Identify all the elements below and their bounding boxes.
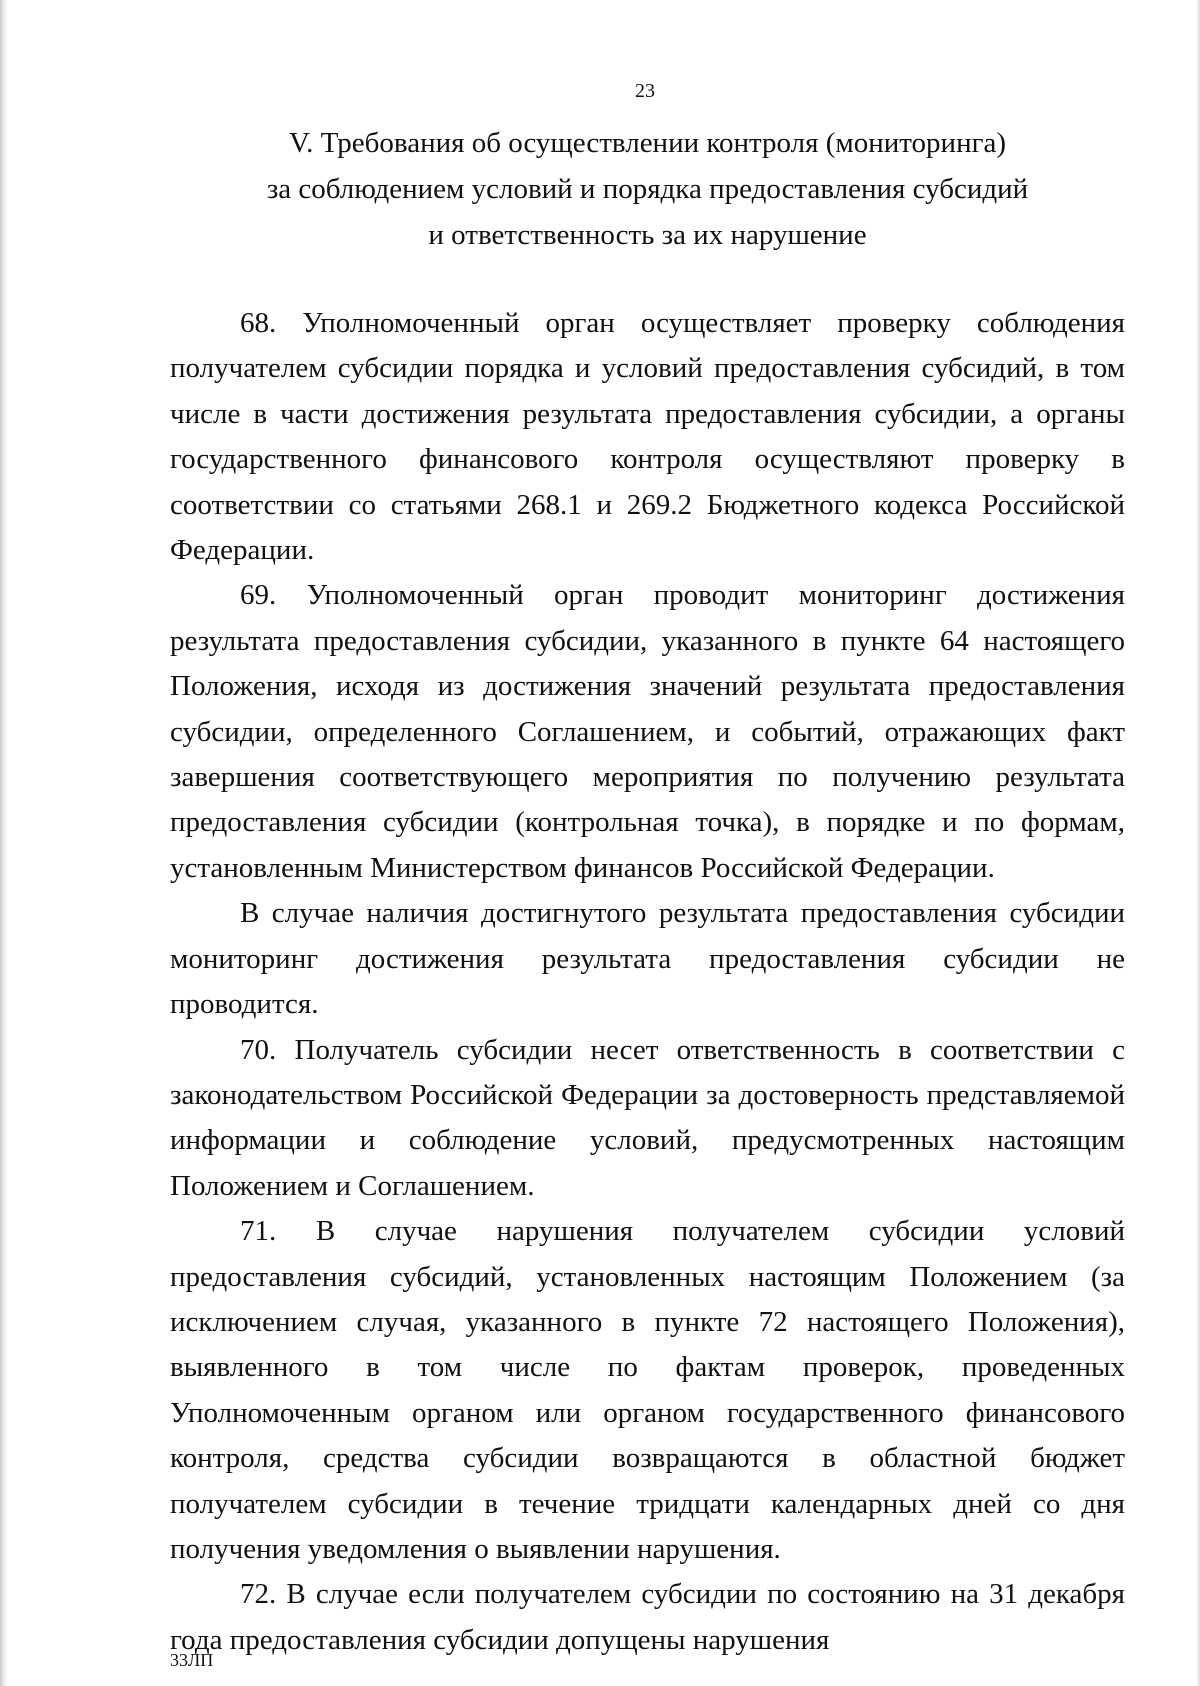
paragraph-68: 68. Уполномоченный орган осуществляет проверку соблюдения получателем субсидии порядка и условий предоставления субсидий, в том числе в части достижения результата предоставления субсидии, а органы государственного финансового контроля осуществляют проверку в соответствии со статьями 268.1 и 269.2 Бюджетного кодекса Российской Федерации.	[170, 307, 1125, 567]
scan-edge-left	[0, 0, 8, 1686]
paragraph-69-continuation: В случае наличия достигнутого результата предоставления субсидии мониторинг достижения результата предоставления субсидии не проводится.	[170, 897, 1125, 1021]
heading-line-3: и ответственность за их нарушение	[428, 219, 867, 251]
footer-document-code: 33ЛП	[170, 1650, 214, 1670]
scan-edge-right	[1196, 0, 1200, 1686]
document-body	[170, 301, 1125, 1663]
page-number: 23	[635, 80, 655, 102]
heading-line-2: за соблюдением условий и порядка предоставления субсидий	[266, 173, 1029, 205]
paragraph-72: 72. В случае если получателем субсидии по состоянию на 31 декабря года предоставления субсидии допущены нарушения	[170, 1578, 1125, 1656]
paragraph-71: 71. В случае нарушения получателем субсидии условий предоставления субсидий, установленных настоящим Положением (за исключением случая, указанного в пункте 72 настоящего Положения), выявленного в том числе по фактам проверок, проведенных Уполномоченным органом или органом государственного финансового контроля, средства субсидии возвращаются в областной бюджет получателем субсидии в течение тридцати календарных дней со дня получения уведомления о выявлении нарушения.	[170, 1215, 1125, 1565]
paragraph-70: 70. Получатель субсидии несет ответственность в соответствии с законодательством Российской Федерации за достоверность представляемой информации и соблюдение условий, предусмотренных настоящим Положением и Соглашением.	[170, 1033, 1125, 1202]
paragraph-69: 69. Уполномоченный орган проводит мониторинг достижения результата предоставления субсидии, указанного в пункте 64 настоящего Положения, исходя из достижения значений результата предоставления субсидии, определенного Соглашением, и событий, отражающих факт завершения соответствующего мероприятия по получению результата предоставления субсидии (контрольная точка), в порядке и по формам, установленным Министерством финансов Российской Федерации.	[170, 579, 1125, 884]
heading-line-1: V. Требования об осуществлении контроля (мониторинга)	[288, 127, 1007, 159]
section-heading	[170, 120, 1125, 258]
